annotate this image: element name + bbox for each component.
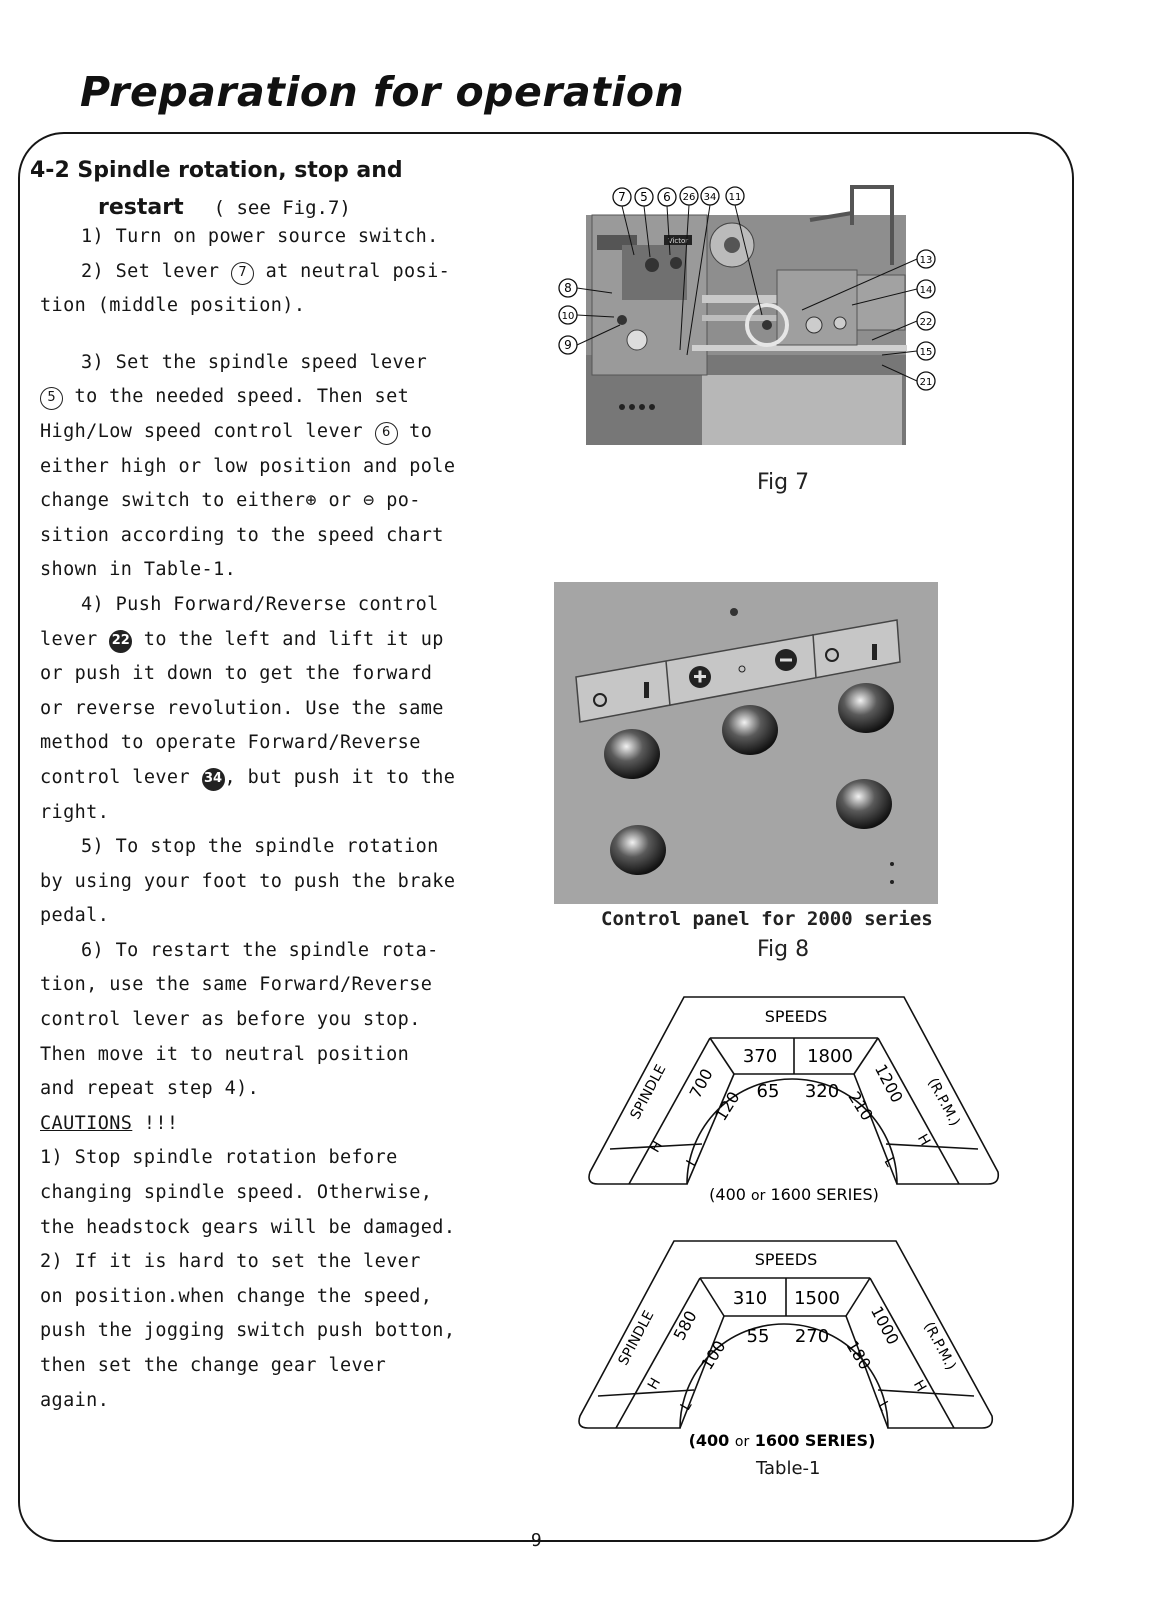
caution-2-line3: push the jogging switch push botton, [40,1320,456,1342]
step-1: 1) Turn on power source switch. [81,226,439,247]
step-3-line7: shown in Table-1. [40,559,237,581]
plus-symbol: ⊕ [305,490,317,512]
chart2-spindle-label: SPINDLE [615,1308,658,1369]
caution-1: 1) Stop spindle rotation before [40,1147,398,1169]
chart1-cell-r2c2: 320 [804,1081,840,1102]
chart2-cell-r2c1: 55 [746,1326,770,1347]
chart2-left-h: 580 [669,1307,701,1344]
chart2-cell-r2c2: 270 [794,1326,830,1347]
callout-22-fig: 22 [919,317,933,328]
step-6-line5: and repeat step 4). [40,1078,260,1100]
step-4-line5: method to operate Forward/Reverse [40,732,421,754]
step-4-line6: control lever 34 , but push it to the [40,761,550,796]
chart1-left-h: 700 [685,1065,717,1102]
section-heading [30,152,403,227]
knob-2 [722,705,778,755]
brand-plate-text: Victor [667,237,689,245]
callout-34: 34 [202,768,225,791]
chart1-rpm-label: (R.P.M.) [924,1075,963,1129]
chart2-right-h: 1000 [866,1302,903,1348]
callout-6: 6 [375,422,398,445]
callout-13-fig: 13 [919,255,933,266]
callout-14-fig: 14 [919,285,933,296]
section-title-cont: restart [98,195,184,220]
step-3-line6: sition according to the speed chart [40,524,444,546]
callout-15-fig: 15 [919,347,933,358]
chart2-right-l: 180 [842,1337,875,1374]
step-2-cont: tion (middle position). [40,295,306,317]
chart1-left-l: 120 [711,1088,744,1125]
fig8-caption-line2: Fig 8 [757,937,810,962]
callout-6-fig: 6 [663,190,671,204]
chart1-right-h: 1200 [870,1060,907,1106]
chart1-series-label: (400 or 1600 SERIES) [709,1185,879,1204]
table1-caption: Table-1 [756,1458,821,1479]
chart2-h-right: H [909,1377,930,1395]
chart2-cell-r1c2: 1500 [794,1288,840,1309]
chart1-speeds-label: SPEEDS [764,1007,828,1026]
step-6-line3: control lever as before you stop. [40,1009,421,1031]
step-4-line2: lever 22 to the left and lift it up [40,623,550,658]
speed-chart-2 [574,1238,998,1453]
step-6: 6) To restart the spindle rota- [81,939,439,961]
callout-21-fig: 21 [919,377,933,388]
chart2-cell-r1c1: 310 [732,1288,768,1309]
step-6-line2: tion, use the same Forward/Reverse [40,974,433,996]
step-6-line4: Then move it to neutral position [40,1043,410,1065]
step-5-line3: pedal. [40,905,110,927]
step-2: 2) Set lever 7 at neutral posi- [40,255,550,290]
speed-chart-1 [584,994,1004,1209]
cautions-heading: CAUTIONS !!! [40,1112,179,1134]
step-3-line5: change switch to either⊕ or ⊖ po- [40,490,421,512]
section-number-title: 4-2 Spindle rotation, stop and [30,158,403,183]
knob-4 [836,779,892,829]
fig7-lathe-photo [552,175,952,455]
callout-10-fig: 10 [561,311,575,322]
caution-2-line2: on position.when change the speed, [40,1285,433,1307]
knob-1 [604,729,660,779]
callout-7: 7 [231,262,254,285]
callout-22: 22 [109,630,132,653]
step-4-line3: or push it down to get the forward [40,663,433,685]
minus-symbol: ⊖ [363,490,375,512]
callout-11-fig: 11 [728,192,742,203]
callouts-top [613,187,744,206]
caution-1-line2: changing spindle speed. Otherwise, [40,1182,433,1204]
callout-5: 5 [40,387,63,410]
step-5: 5) To stop the spindle rotation [81,836,439,858]
chart2-l-right: L [874,1398,893,1414]
callouts-right [917,250,935,390]
chart1-spindle-label: SPINDLE [627,1062,670,1123]
caution-2: 2) If it is hard to set the lever [40,1251,421,1273]
chart2-left-l: 100 [697,1337,730,1374]
step-3: 3) Set the spindle speed lever [81,351,428,373]
step-5-line2: by using your foot to push the brake [40,870,456,892]
chart2-speeds-label: SPEEDS [754,1250,818,1269]
callout-7-fig: 7 [618,190,626,204]
chart1-cell-r2c1: 65 [756,1081,780,1102]
knob-3 [838,683,894,733]
callout-34-fig: 34 [703,192,717,203]
chart1-h-left: H [646,1138,667,1156]
callout-9-fig: 9 [564,338,572,352]
step-4-line7: right. [40,801,110,823]
callout-8-fig: 8 [564,281,572,295]
chart2-h-left: H [644,1375,665,1393]
callout-26-fig: 26 [682,192,696,203]
fig7-caption: Fig 7 [757,470,810,495]
chart1-l-left: L [683,1154,702,1170]
chart1-h-right: H [913,1131,934,1149]
page-number: -9- [520,1530,553,1551]
knob-5 [610,825,666,875]
caution-2-line4: then set the change gear lever [40,1355,387,1376]
fig8-caption-line1: Control panel for 2000 series [601,908,933,930]
chart1-cell-r1c1: 370 [742,1046,778,1067]
fig8-control-panel-photo [554,582,938,904]
step-3-line2: 5 to the needed speed. Then set [40,380,550,415]
callout-5-fig: 5 [640,190,648,204]
chart2-l-left: L [677,1398,696,1414]
chart1-cell-r1c2: 1800 [807,1046,853,1067]
see-reference: ( see Fig.7) [213,197,351,219]
step-4: 4) Push Forward/Reverse control [81,593,439,615]
page-title: Preparation for operation [80,68,685,116]
caution-2-line5: again. [40,1389,110,1411]
callouts-left [559,279,577,354]
step-4-line4: or reverse revolution. Use the same [40,697,444,719]
chart2-rpm-label: (R.P.M.) [920,1319,959,1373]
chart1-right-l: 210 [844,1088,877,1125]
caution-1-line3: the headstock gears will be damaged. [40,1216,456,1238]
step-3-line3: High/Low speed control lever 6 to [40,415,550,450]
step-3-line4: either high or low position and pole [40,455,456,477]
instructions-body [40,220,550,1418]
chart2-series-label: (400 or 1600 SERIES) [688,1431,876,1450]
chart1-l-right: L [880,1154,899,1170]
